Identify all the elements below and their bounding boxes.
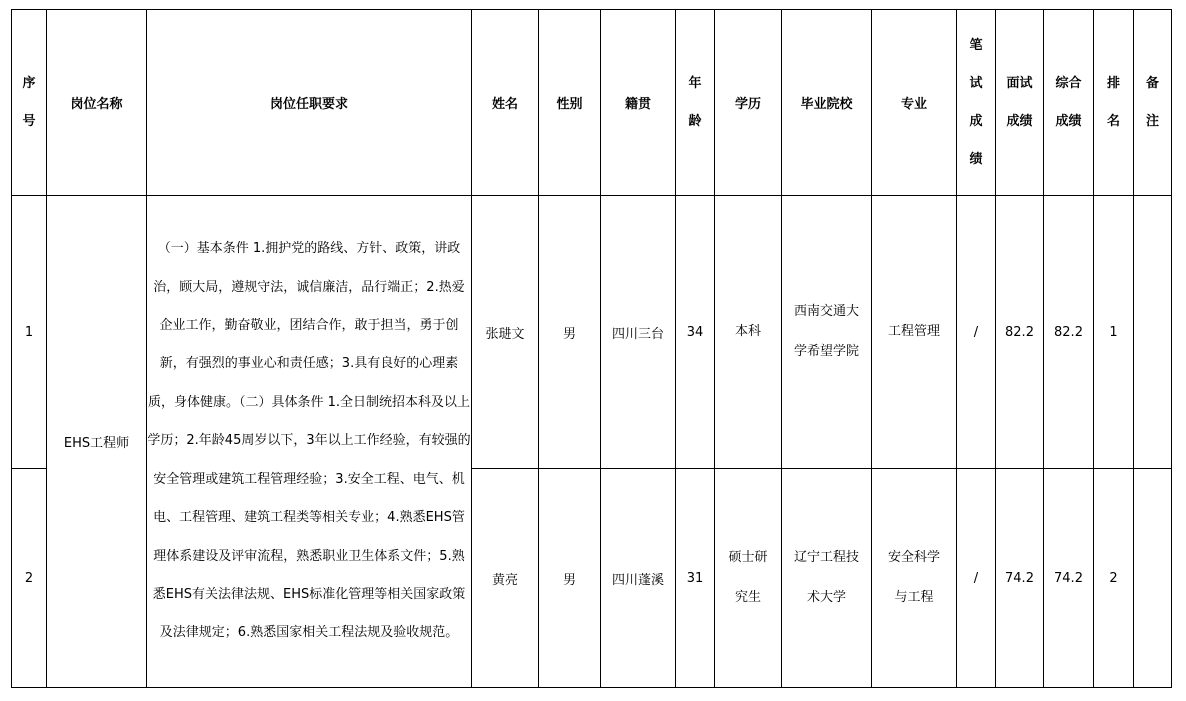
cell-written-score: / xyxy=(957,469,996,688)
cell-interview-score: 74.2 xyxy=(996,469,1044,688)
header-age: 年 龄 xyxy=(676,10,715,196)
header-written-score: 笔 试 成 绩 xyxy=(957,10,996,196)
cell-written-score: / xyxy=(957,196,996,469)
header-major: 专业 xyxy=(872,10,957,196)
cell-age: 34 xyxy=(676,196,715,469)
header-position: 岗位名称 xyxy=(47,10,147,196)
cell-note xyxy=(1134,469,1172,688)
cell-age: 31 xyxy=(676,469,715,688)
cell-total-score: 82.2 xyxy=(1044,196,1094,469)
header-education: 学历 xyxy=(715,10,782,196)
cell-seq: 2 xyxy=(12,469,47,688)
cell-gender: 男 xyxy=(539,469,601,688)
cell-origin: 四川三台 xyxy=(601,196,676,469)
header-name: 姓名 xyxy=(472,10,539,196)
table-row xyxy=(12,196,1172,469)
cell-education: 本科 xyxy=(715,196,782,469)
header-gender: 性别 xyxy=(539,10,601,196)
header-note: 备 注 xyxy=(1134,10,1172,196)
header-seq: 序 号 xyxy=(12,10,47,196)
header-school: 毕业院校 xyxy=(782,10,872,196)
cell-school: 西南交通大 学希望学院 xyxy=(782,196,872,469)
cell-requirements: （一）基本条件 1.拥护党的路线、方针、政策，讲政治，顾大局，遵规守法，诚信廉洁，品行端正；2.热爱企业工作，勤奋敬业，团结合作，敢于担当，勇于创新，有强烈的事业心和责任感；3.具有良好的心理素质，身体健康。（二）具体条件 1.全日制统招本科及以上学历；2.年龄45周岁以下，3年以上工作经验，有较强的安全管理或建筑工程管理经验；3.安全工程、电气、机电、工程管理、建筑工程类等相关专业；4.熟悉EHS管理体系建设及评审流程，熟悉职业卫生体系文件；5.熟悉EHS有关法律法规、EHS标准化管理等相关国家政策及法律规定；6.熟悉国家相关工程法规及验收规范。 xyxy=(147,196,472,688)
cell-name: 张琎文 xyxy=(472,196,539,469)
cell-education: 硕士研 究生 xyxy=(715,469,782,688)
cell-rank: 2 xyxy=(1094,469,1134,688)
header-interview-score: 面试 成绩 xyxy=(996,10,1044,196)
cell-rank: 1 xyxy=(1094,196,1134,469)
header-rank: 排 名 xyxy=(1094,10,1134,196)
cell-note xyxy=(1134,196,1172,469)
cell-total-score: 74.2 xyxy=(1044,469,1094,688)
header-requirements: 岗位任职要求 xyxy=(147,10,472,196)
cell-school: 辽宁工程技 术大学 xyxy=(782,469,872,688)
header-total-score: 综合 成绩 xyxy=(1044,10,1094,196)
cell-interview-score: 82.2 xyxy=(996,196,1044,469)
cell-name: 黄亮 xyxy=(472,469,539,688)
cell-origin: 四川蓬溪 xyxy=(601,469,676,688)
cell-major: 工程管理 xyxy=(872,196,957,469)
cell-position-name: EHS工程师 xyxy=(47,196,147,688)
header-origin: 籍贯 xyxy=(601,10,676,196)
cell-gender: 男 xyxy=(539,196,601,469)
header-row xyxy=(12,10,1172,196)
cell-major: 安全科学 与工程 xyxy=(872,469,957,688)
results-table xyxy=(11,9,1172,688)
cell-seq: 1 xyxy=(12,196,47,469)
